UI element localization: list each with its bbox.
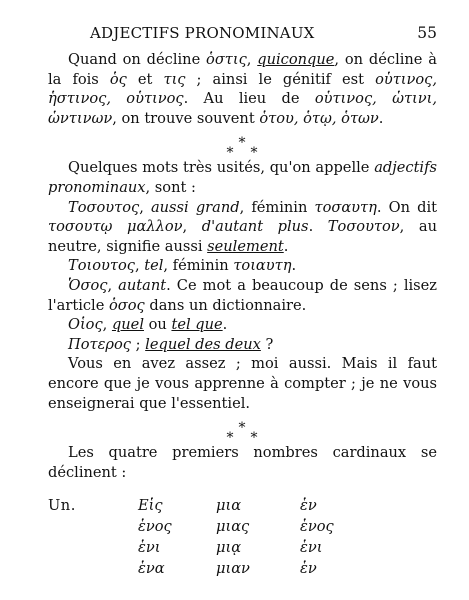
greek-term: οὑτινος, ὡτινι, ὡντινων [48,90,438,127]
underlined-term: quiconque [257,51,335,68]
paragraph-counting: Vous en avez assez ; moi aussi. Mais il faut encore que je vous apprenne à compter ; je ne vous enseignerai que l'essentiel. [48,355,437,412]
greek-term: ὁτου, ὁτῳ, ὁτων [259,109,379,127]
declension-form: ἑν [300,497,317,515]
declension-masculine-column [138,496,172,580]
running-head: ADJECTIFS PRONOMINAUX [90,24,315,42]
paragraph-hosos: Ὁσος, autant. Ce mot a beaucoup de sens ; lisez l'article ὁσος dans un dictionnaire. [48,276,437,314]
paragraph-hoios: Οἱος, quel ou tel que. [68,316,228,334]
paragraph-poteros: Ποτερος ; lequel des deux ? [68,335,274,353]
declension-form: ἑνος [138,518,172,536]
greek-term: οὑτινος, ἡστινος, οὑτινος [48,70,437,108]
declension-form: ἑνα [138,560,165,578]
declension-table [48,496,437,592]
declension-feminine-column [216,496,250,580]
page-number: 55 [417,24,437,42]
greek-term: ὁς [109,70,127,88]
paragraph-declension-hostis: Quand on décline ὁστις, quiconque, on décline à la fois ὁς et τις ; ainsi le génitif est οὑτινος, ἡστινος, οὑτινος. Au lieu de οὑτινος, ὡτινι, ὡντινων, on trouve souvent ὁτου, ὁτῳ, ὁτων. [48,51,438,127]
greek-term: ὁστις [206,51,247,68]
italic-term: adjectifs pronominaux [48,159,437,196]
greek-term: τις [163,70,186,88]
declension-form: ἑνι [300,539,323,557]
paragraph-tosoutos: Τοσουτος, aussi grand, féminin τοσαυτη. On dit τοσουτῳ μαλλον, d'autant plus. Τοσουτον, au neutre, signifie aussi seulement. [48,198,437,255]
declension-form: μια [216,497,242,515]
asterism-separator: * * * [226,420,258,447]
declension-form: μιαν [216,560,250,578]
asterism-separator: * * * [226,135,258,162]
paragraph-cardinals: Les quatre premiers nombres cardinaux se déclinent : [48,444,437,481]
declension-neuter-column [300,496,334,580]
declension-form: ἑν [300,560,317,578]
declension-form: ἑνι [138,539,161,557]
page-header [48,24,437,50]
declension-form: Εἱς [138,497,163,515]
paragraph-pronominal-intro: Quelques mots très usités, qu'on appelle adjectifs pronominaux, sont : [48,159,437,196]
declension-form: ἑνος [300,518,334,536]
declension-form: μιας [216,518,250,536]
declension-label: Un. [48,497,76,515]
paragraph-toioutos: Τοιουτος, tel, féminin τοιαυτη. [68,257,297,275]
declension-form: μιᾳ [216,539,242,557]
